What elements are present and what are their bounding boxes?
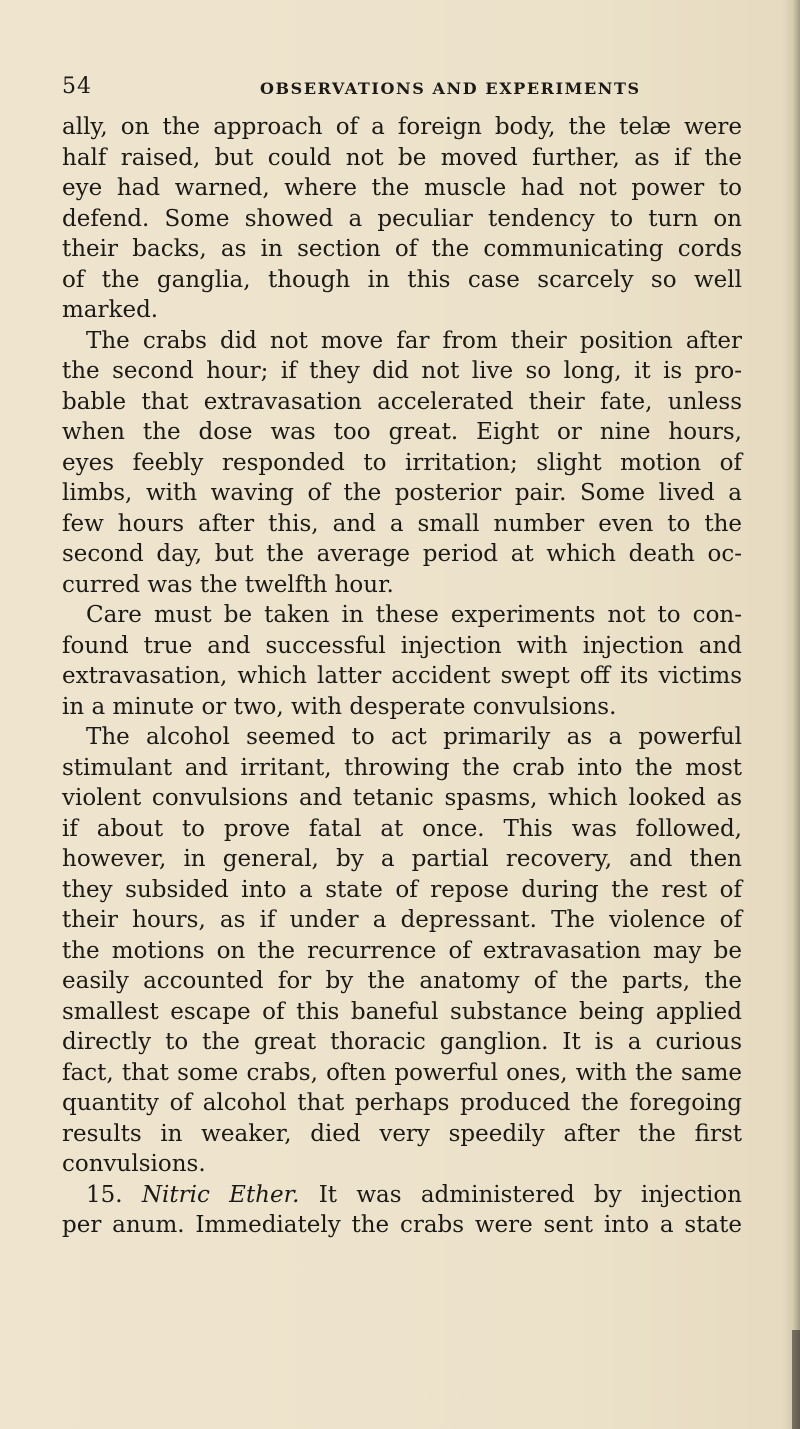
text-line: quantity of alcohol that perhaps produced the foregoing [62, 1090, 742, 1116]
text-line: fact, that some crabs, often powerful ones, with the same [62, 1059, 742, 1086]
text-line: violent convulsions and tetanic spasms, which looked as [62, 785, 742, 811]
page-edge-binding [792, 1330, 800, 1429]
text-line: half raised, but could not be moved further, as if the [62, 144, 742, 171]
text-line: extravasation, which latter accident swept off its victims [62, 663, 742, 689]
text-line: defend. Some showed a peculiar tendency to turn on [62, 205, 742, 232]
text-line: easily accounted for by the anatomy of the parts, the [62, 968, 742, 994]
section-text: It was administered by injection [318, 1181, 742, 1208]
text-line: their backs, as in section of the communicating cords [62, 236, 742, 262]
text-line: the second hour; if they did not live so long, it is pro- [62, 358, 742, 384]
text-line: of the ganglia, though in this case scarcely so well [62, 266, 742, 293]
text-line: The crabs did not move far from their position after [86, 327, 742, 354]
text-line: Care must be taken in these experiments not to con- [86, 602, 742, 628]
text-line: per anum. Immediately the crabs were sent into a state [62, 1212, 742, 1238]
text-line: stimulant and irritant, throwing the crab into the most [62, 754, 742, 781]
section-15-heading-line [62, 1180, 742, 1211]
text-line: if about to prove fatal at once. This was followed, [62, 815, 742, 842]
text-line: few hours after this, and a small number even to the [62, 510, 742, 537]
text-line: bable that extravasation accelerated their fate, unless [62, 388, 742, 415]
text-line: limbs, with waving of the posterior pair. Some lived a [62, 480, 742, 506]
text-line: their hours, as if under a depressant. The violence of [62, 907, 742, 933]
text-line: when the dose was too great. Eight or nine hours, [62, 419, 742, 445]
section-title: Nitric Ether. [141, 1181, 300, 1208]
body-text [62, 112, 742, 1241]
text-line: eyes feebly responded to irritation; slight motion of [62, 449, 742, 476]
text-line: results in weaker, died very speedily after the first [62, 1120, 742, 1147]
text-line: convulsions. [62, 1151, 206, 1177]
text-line: directly to the great thoracic ganglion. It is a curious [62, 1029, 742, 1055]
text-line: the motions on the recurrence of extravasation may be [62, 937, 742, 964]
text-line: The alcohol seemed to act primarily as a powerful [86, 724, 742, 750]
text-line: ally, on the approach of a foreign body, the telæ were [62, 114, 742, 140]
text-line: smallest escape of this baneful substance being applied [62, 998, 742, 1025]
text-line: they subsided into a state of repose during the rest of [62, 876, 742, 903]
text-line: in a minute or two, with desperate convulsions. [62, 693, 617, 720]
text-line: eye had warned, where the muscle had not power to [62, 175, 742, 201]
text-line: found true and successful injection with injection and [62, 632, 742, 659]
text-line: marked. [62, 297, 159, 323]
text-line: however, in general, by a partial recovery, and then [62, 846, 742, 872]
text-line: curred was the twelfth hour. [62, 571, 394, 598]
page-edge-shadow [782, 0, 800, 1429]
running-head: OBSERVATIONS AND EXPERIMENTS [260, 79, 641, 98]
page-header [62, 70, 742, 110]
page-number: 54 [62, 74, 92, 99]
text-line: second day, but the average period at which death oc- [62, 541, 742, 567]
section-number: 15. [86, 1181, 123, 1208]
